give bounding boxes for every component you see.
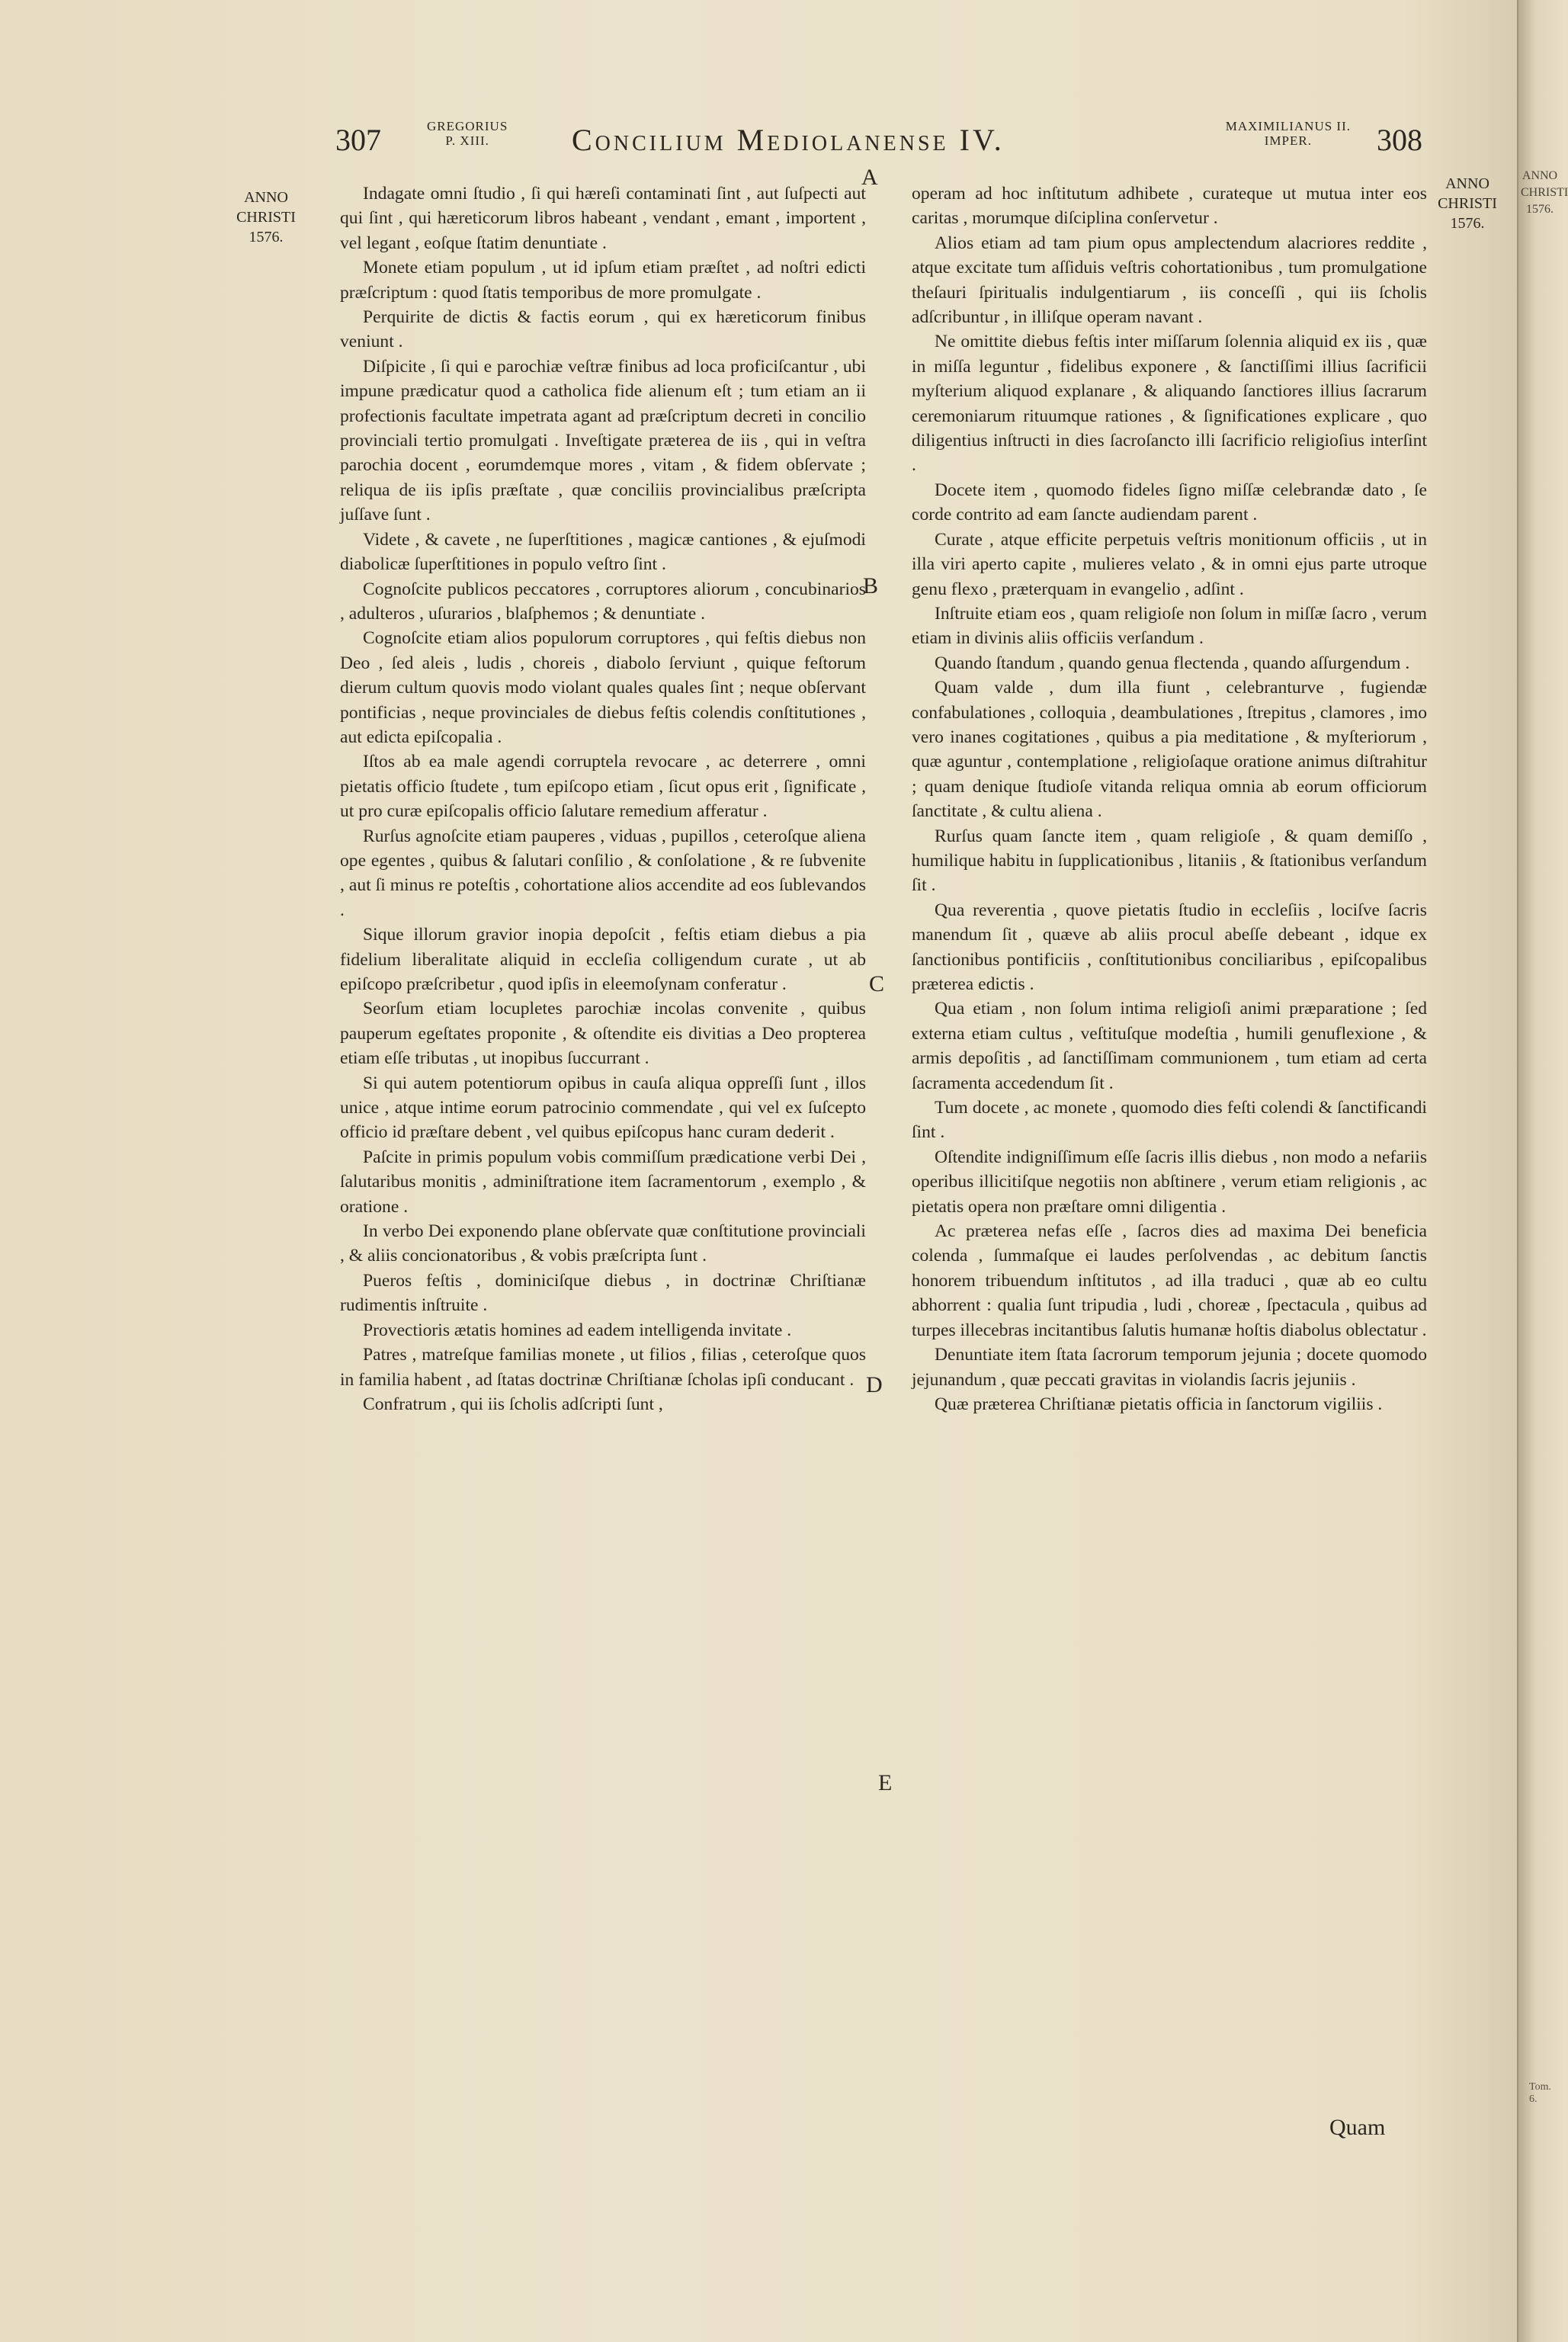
- paragraph: Seorſum etiam locupletes parochiæ incolas convenite , quibus pauperum egeſtates proponite , & oſtendite eis divitias a Deo propterea etiam eſſe tributas , ut inopibus ſuccurrant .: [340, 999, 866, 1069]
- margin-anno: ANNO: [244, 189, 288, 206]
- paragraph: Pueros feſtis , dominiciſque diebus , in doctrinæ Chriſtianæ rudimentis inſtruite .: [340, 1270, 866, 1316]
- margin-anno: ANNO: [1522, 169, 1558, 182]
- paragraph: Qua reverentia , quove pietatis ſtudio in eccleſiis , lociſve ſacris manendum ſit , quæve ab aliis procul abeſſe debeant , idque ex ſanctionibus pontificiis , conſtitutionibus conciliaribus , epiſcopalibus præterea edictis .: [912, 900, 1427, 994]
- section-letter-c: C: [869, 971, 885, 996]
- left-column: [340, 181, 866, 1416]
- section-letter-a: A: [861, 165, 878, 190]
- paragraph: Denuntiate item ſtata ſacrorum temporum jejunia ; docete quomodo jejunandum , quæ peccati gravitas in violandis ſacris jejuniis .: [912, 1345, 1427, 1390]
- header-pope: [427, 119, 508, 148]
- paragraph: Si qui autem potentiorum opibus in cauſa aliqua oppreſſi ſunt , illos unice , atque intime eorum patrocinio commendate , qui vel ex ſuſcepto officio id præſtare debent , vel quibus epiſcopus hanc curam dederit .: [340, 1073, 866, 1143]
- catchword: Quam: [1329, 2115, 1386, 2140]
- paragraph: Quam valde , dum illa fiunt , celebranturve , fugiendæ confabulationes , colloquia , deambulationes , ſtrepitus , clamores , imo vero inanes cogitationes , quibus a pia meditatione , & myſteriorum , quæ aguntur , contemplatione , religioſaque oratione animus diſtrahitur ; quam denique ſtudioſe vitanda reliqua omnia ab eorum officiorum ſanctitate , & cultu aliena .: [912, 678, 1427, 822]
- header-emperor: [1226, 119, 1351, 148]
- paragraph: Rurſus agnoſcite etiam pauperes , viduas , pupillos , ceteroſque aliena ope egentes , quibus & ſalutari conſilio , & conſolatione , & re ſubvenite , aut ſi minus re poteſtis , cohortatione alios accendite ad eos ſublevandos .: [340, 826, 866, 920]
- header-emperor-title: IMPER.: [1264, 133, 1312, 148]
- margin-christi: CHRISTI: [1521, 186, 1568, 199]
- paragraph: Provectioris ætatis homines ad eadem intelligenda invitate .: [363, 1320, 792, 1340]
- paragraph: Curate , atque efficite perpetuis veſtris monitionum officiis , ut in illa viri aperto capite , mulieres velato , & in omni ejus parte utroque genu flexo , præterquam in evangelio , adſint .: [912, 529, 1427, 599]
- margin-christi: CHRISTI: [236, 209, 296, 226]
- margin-year: 1576.: [1526, 203, 1554, 216]
- margin-year: 1576.: [249, 229, 284, 245]
- paragraph: Oſtendite indigniſſimum eſſe ſacris illis diebus , non modo a nefariis operibus illicitiſque negotiis non abſtinere , verum etiam religionis , ac pietatis opera non præſtare omni diligentia .: [912, 1147, 1427, 1217]
- margin-year-left: [218, 188, 314, 247]
- margin-anno: ANNO: [1445, 175, 1489, 192]
- paragraph: Alios etiam ad tam pium opus amplectendum alacriores reddite , atque excitate tum aſſiduis veſtris cohortationibus , tum promulgatione theſauri ſpiritualis indulgentiarum , iis conceſſi , qui iis ſcholis adſcribuntur , in illiſque operam navant .: [912, 233, 1427, 328]
- page-number-left: 307: [335, 123, 381, 157]
- header-pope-name: GREGORIUS: [427, 119, 508, 133]
- paragraph: In verbo Dei exponendo plane obſervate quæ conſtitutione provinciali , & aliis concionatoribus , & vobis præſcripta ſunt .: [340, 1221, 866, 1266]
- header-emperor-name: MAXIMILIANUS II.: [1225, 119, 1351, 133]
- margin-christi: CHRISTI: [1438, 195, 1497, 212]
- paragraph: Inſtruite etiam eos , quam religioſe non ſolum in miſſæ ſacro , verum etiam in divinis aliis officiis verſandum .: [912, 603, 1427, 649]
- right-column: [912, 181, 1427, 1416]
- header-pope-number: P. XIII.: [445, 133, 489, 148]
- paragraph: Tum docete , ac monete , quomodo dies feſti colendi & ſanctificandi ſint .: [912, 1098, 1427, 1143]
- running-header: [335, 114, 1422, 168]
- paragraph: Quæ præterea Chriſtianæ pietatis officia in ſanctorum vigiliis .: [935, 1394, 1383, 1414]
- paragraph: Patres , matreſque familias monete , ut filios , filias , ceteroſque quos in familia habent , ad ſtatas doctrinæ Chriſtianæ ſcholas ipſi conducant .: [340, 1345, 866, 1390]
- paragraph: Cognoſcite etiam alios populorum corruptores , qui feſtis diebus non Deo , ſed aleis , ludis , choreis , diabolo ſerviunt , quique feſtorum dierum cultum quovis modo violant quales quales ſint ; neque obſervant pontificias , neque provinciales de diebus feſtis colendis conſtitutiones , aut edicta epiſcopalia .: [340, 628, 866, 747]
- paragraph: Quando ſtandum , quando genua flectenda , quando aſſurgendum .: [935, 653, 1410, 673]
- edge-note: Tom. 6.: [1529, 2081, 1551, 2105]
- section-letter-b: B: [863, 573, 879, 598]
- paragraph: Cognoſcite publicos peccatores , corruptores aliorum , concubinarios , adulteros , uſurarios , blaſphemos ; & denuntiate .: [340, 579, 866, 624]
- paragraph: Monete etiam populum , ut id ipſum etiam præſtet , ad noſtri edicti præſcriptum : quod ſtatis temporibus de more promulgate .: [340, 258, 866, 303]
- section-letter-d: D: [866, 1372, 883, 1397]
- margin-year-right: [1425, 174, 1509, 233]
- paragraph: Rurſus quam ſancte item , quam religioſe , & quam demiſſo , humilique habitu in ſupplicationibus , litaniis , & ſtationibus verſandum ſit .: [912, 826, 1427, 896]
- paragraph: Ac præterea nefas eſſe , ſacros dies ad maxima Dei beneficia colenda , ſummaſque ei laudes perſolvendas , ac debitum ſanctis honorem tribuendum inſtitutos , ad illa traduci , quæ ab eo cultu abhorrent : qualia ſunt tripudia , ludi , choreæ , ſpectacula , quibus ad turpes illecebras incitantibus ſalutis humanæ hoſtis diabolus oblectatur .: [912, 1221, 1427, 1340]
- paragraph: Indagate omni ſtudio , ſi qui hæreſi contaminati ſint , aut ſuſpecti aut qui ſint , qui hæreticorum libros habeant , vendant , emant , importent , vel legant , eoſque ſtatim denuntiate .: [340, 184, 866, 253]
- paragraph: Videte , & cavete , ne ſuperſtitiones , magicæ cantiones , & ejuſmodi diabolicæ ſuperſtitiones in populo veſtro ſint .: [340, 529, 866, 575]
- paragraph: Ne omittite diebus feſtis inter miſſarum ſolennia aliquid ex iis , quæ in miſſa leguntur , fidelibus exponere , & ſanctiſſimi illius ſacrificii myſterium aliquod explanare , & aliquando ſanctiores illius ſacrarum ceremoniarum rituumque rationes , & ſignificationes explicare , quo diligentius inſtructi in dies ſacroſancto illi ſacrificio religioſius interſint .: [912, 332, 1427, 476]
- paragraph: Iſtos ab ea male agendi corruptela revocare , ac deterrere , omni pietatis officio ſtudete , tum epiſcopo etiam , ſicut opus erit , ſignificate , ut pro curæ epiſcopalis officio ſalutare remedium afferatur .: [340, 752, 866, 822]
- paragraph: operam ad hoc inſtitutum adhibete , curateque ut mutua inter eos caritas , morumque diſciplina conſervetur .: [912, 184, 1427, 229]
- paragraph: Diſpicite , ſi qui e parochiæ veſtræ finibus ad loca proficiſcantur , ubi impune prædicatur quod a catholica fide alienum eſt ; tum etiam an ii profectionis facultate impetrata agant ad præſcriptum decreti in concilio provinciali tertio promulgati . Inveſtigate præterea de iis , qui in veſtra parochia docent , eorumdemque mores , vitam , & fidem obſervate ; reliqua de iis ipſis præſtate , quæ conciliis provincialibus præſcripta juſſave ſunt .: [340, 356, 866, 525]
- paragraph: Sique illorum gravior inopia depoſcit , feſtis etiam diebus a pia fidelium liberalitate aliquid in eccleſia colligendum curate , ut ab epiſcopo præſcribetur , quod ipſis in eleemoſynam conferatur .: [340, 925, 866, 994]
- paragraph: Confratrum , qui iis ſcholis adſcripti ſunt ,: [363, 1394, 663, 1414]
- margin-year-edge: [1521, 168, 1568, 218]
- adjacent-page-edge: [1517, 0, 1568, 2342]
- paragraph: Docete item , quomodo fideles ſigno miſſæ celebrandæ dato , ſe corde contrito ad eam ſancte audiendam parent .: [912, 480, 1427, 525]
- margin-year: 1576.: [1450, 215, 1485, 232]
- page-number-right: 308: [1377, 123, 1422, 157]
- section-letter-e: E: [878, 1770, 893, 1795]
- page-title: Concilium Mediolanense IV.: [572, 123, 1005, 157]
- paragraph: Paſcite in primis populum vobis commiſſum prædicatione verbi Dei , ſalutaribus monitis , adminiſtratione item ſacramentorum , exemplo , & oratione .: [340, 1147, 866, 1217]
- paragraph: Qua etiam , non ſolum intima religioſi animi præparatione ; ſed externa etiam cultus , veſtituſque modeſtia , humili genuflexione , & armis depoſitis , ad ſanctiſſimam communionem , tum etiam ad certa ſacramenta accedendum ſit .: [912, 999, 1427, 1093]
- paragraph: Perquirite de dictis & factis eorum , qui ex hæreticorum finibus veniunt .: [340, 307, 866, 352]
